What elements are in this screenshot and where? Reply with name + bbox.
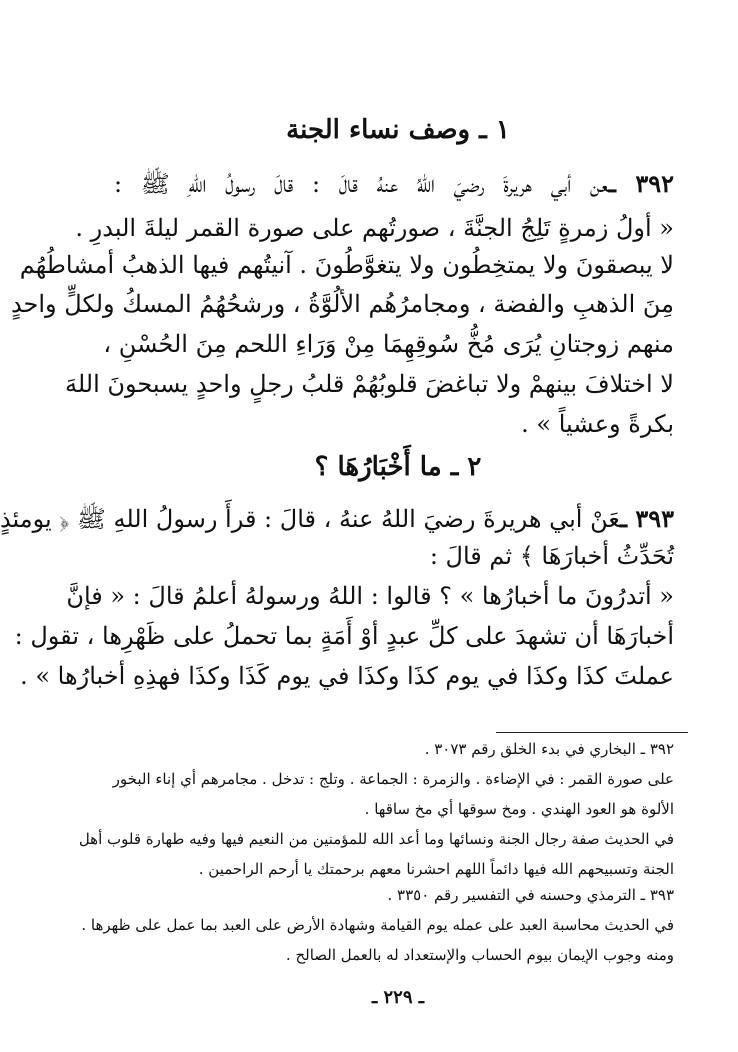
hadith-392-line-5: منهم زوجتانِ يُرَى مُخُّ سُوقِهِمَا مِنْ وَرَاءِ اللحم مِنَ الحُسْنِ ، [103, 330, 674, 358]
hadith-393-line-5: عملتَ كذَا وكذَا في يوم كذَا وكذَا في يوم كَذَا وكذَا فهذِهِ أخبارُها » . [20, 662, 674, 690]
footnote-392-line-2: الألوة هو العود الهندي . ومخ سوقها أي مخ ساقها . [364, 800, 674, 818]
footnote-393-line-2: ومنه وجوب الإيمان بيوم الحساب والإستعداد له بالعمل الصالح . [285, 946, 674, 964]
footnote-392-source: ٣٩٢ ـ البخاري في بدء الخلق رقم ٣٠٧٣ . [424, 740, 674, 758]
footnote-393-line-1: في الحديث محاسبة العبد على عمله يوم القيامة وشهادة الأرض على العبد بما عمل على ظهرها . [81, 916, 674, 934]
hadith-392-line-1 [114, 164, 674, 204]
hadith-392-line-2: « أولُ زمرةٍ تَلِجُ الجنَّةَ ، صورتُهم على صورة القمر ليلةَ البدرِ . [75, 214, 674, 242]
hadith-393-line-2: تُحَدِّثُ أخبارَهَا ﴾ ثم قالَ : [429, 542, 674, 570]
section-heading-1: ١ ـ وصف نساء الجنة [286, 115, 510, 145]
hadith-393-line-1-text: عَنْ أبي هريرةَ رضيَ اللهُ عنهُ ، قالَ : قرأَ رسولُ اللهِ ﷺ ﴿ يومئذٍ [0, 505, 620, 533]
footnote-392-line-4: الجنة وتسبيحهم الله فيها دائماً اللهم احشرنا معهم برحمتك يا أرحم الراحمين . [198, 860, 674, 878]
footnote-separator [496, 732, 688, 733]
hadith-392-line-1-text: عن أبي هريرةَ رضيَ اللهُ عنهُ قالَ : قالَ رسولُ اللهِ ﷺ : [114, 170, 609, 198]
hadith-392-line-6: لا اختلافَ بينهمْ ولا تباغضَ قلوبُهُمْ قلبُ رجلٍ واحدٍ يسبحونَ اللهَ [64, 370, 674, 398]
hadith-392-line-7: بكرةً وعشياً » . [521, 410, 674, 438]
footnote-392-line-3: في الحديث صفة رجال الجنة ونسائها وما أعد الله للمؤمنين من النعيم فيها وفيه طهارة قلوب أهل [78, 830, 674, 848]
section-heading-2: ٢ ـ ما أَخْبَارُهَا ؟ [314, 452, 482, 482]
hadith-392-line-4: مِنَ الذهبِ والفضة ، ومجامرُهُم الألُوَّةُ ، ورشحُهُمُ المسكُ ولكلٍّ واحدٍ [10, 290, 674, 318]
hadith-393-line-1 [0, 499, 674, 539]
footnote-393-source: ٣٩٣ ـ الترمذي وحسنه في التفسير رقم ٣٣٥٠ . [387, 886, 674, 904]
page-number: ـ ٢٢٩ ـ [371, 987, 425, 1008]
hadith-392-line-3: لا يبصقونَ ولا يمتخِطُون ولا يتغوَّطُونَ . آنيتُهم فيها الذهبُ أمشاطُهُم [19, 251, 674, 279]
hadith-393-line-3: « أتدرُونَ ما أخبارُها » ؟ قالوا : اللهُ ورسولهُ أعلمُ قالَ : « فإنَّ [66, 582, 674, 610]
footnote-392-line-1: على صورة القمر : في الإضاءة . والزمرة : الجماعة . وتلج : تدخل . مجامرهم أي إناء البخور [112, 770, 674, 788]
hadith-number-393: ٣٩٣ ـ [619, 504, 674, 533]
hadith-393-line-4: أخبارَهَا أن تشهدَ على كلِّ عبدٍ أوْ أَمَةٍ بما تحملُ على ظَهْرِها ، تقول : [14, 622, 674, 650]
hadith-number-392: ٣٩٢ ـ [608, 169, 674, 198]
